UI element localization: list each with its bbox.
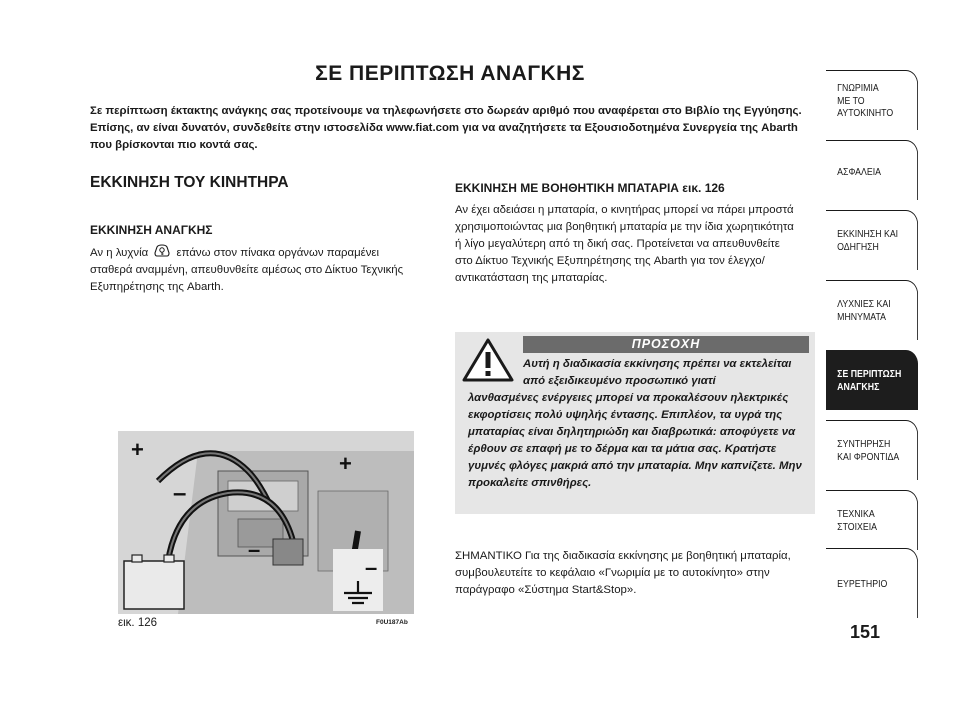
tab-label: ΣΥΝΤΗΡΗΣΗ ΚΑΙ ΦΡΟΝΤΙΔΑ bbox=[837, 439, 900, 463]
warning-text-indented: Αυτή η διαδικασία εκκίνησης πρέπει να εκτελείται από εξειδικευμένο προσωπικό γιατί bbox=[523, 358, 792, 387]
tab-label: ΕΥΡΕΤΗΡΙΟ bbox=[837, 579, 888, 590]
emergency-start-paragraph bbox=[90, 243, 420, 296]
immobilizer-warning-icon bbox=[153, 243, 171, 259]
warning-text bbox=[468, 356, 808, 492]
emergency-start-text-2: επάνω στον πίνακα οργάνων παραμένει σταθερά αναμμένη, απευθυνθείτε αμέσως στο Δίκτυο Τεχνικής Εξυπηρέτησης της Abarth. bbox=[90, 247, 404, 293]
tab-label: ΣΕ ΠΕΡΙΠΤΩΣΗ ΑΝΑΓΚΗΣ bbox=[837, 369, 902, 393]
tab-label: ΕΚΚΙΝΗΣΗ ΚΑΙ ΟΔΗΓΗΣΗ bbox=[837, 229, 899, 253]
tab-maintenance[interactable] bbox=[826, 420, 918, 480]
plus-sign-right: + bbox=[339, 451, 352, 476]
tab-getting-to-know-car[interactable] bbox=[826, 70, 918, 130]
emergency-start-text-1: Αν η λυχνία bbox=[90, 247, 149, 259]
page-number: 151 bbox=[850, 622, 881, 642]
subheading-emergency-start: ΕΚΚΙΝΗΣΗ ΑΝΑΓΚΗΣ bbox=[90, 223, 213, 237]
important-note: ΣΗΜΑΝΤΙΚΟ Για της διαδικασία εκκίνησης με βοηθητική μπαταρία, συμβουλευτείτε το κεφάλαιο «Γνωριμία με το αυτοκίνητο» στην παράγραφο «Σύστημα Start&Stop». bbox=[455, 550, 791, 596]
warning-text-main: λανθασμένες ενέργειες μπορεί να προκαλέσουν ηλεκτρικές εκφορτίσεις πολύ υψηλής έντασης. Επιπλέον, τα υγρά της μπαταρίας είναι δηλητηριώδη και διαβρωτικά: αποφύγετε να έρθουν σε επαφή με το δέρμα και τα μάτια σας. Κρατήστε γυμνές φλόγες μακριά από την μπαταρία. Μην καπνίζετε. Μην προκαλείτε σπινθήρες. bbox=[468, 392, 802, 489]
minus-sign-middle: – bbox=[248, 537, 261, 562]
tab-technical-data[interactable] bbox=[826, 490, 918, 550]
tab-index[interactable] bbox=[826, 548, 918, 618]
figure-caption: εικ. 126 bbox=[118, 617, 158, 629]
minus-sign-left: – bbox=[173, 480, 187, 507]
intro-paragraph: Σε περίπτωση έκτακτης ανάγκης σας προτείνουμε να τηλεφωνήσετε στο δωρεάν αριθμό που αναφέρεται στο Βιβλίο της Εγγύησης. Επίσης, αν είναι δυνατόν, συνδεθείτε στην ιστοσελίδα www.fiat.com για να αναζητήσετε τα Εξουσιοδοτημένα Συνεργεία της Abarth που βρίσκονται πιο κοντά σας. bbox=[90, 105, 802, 151]
page-title: ΣΕ ΠΕΡΙΠΤΩΣΗ ΑΝΑΓΚΗΣ bbox=[315, 62, 585, 85]
tab-label: ΛΥΧΝΙΕΣ ΚΑΙ ΜΗΝΥΜΑΤΑ bbox=[837, 299, 891, 323]
minus-sign-right: – bbox=[365, 555, 378, 580]
tab-label: ΤΕΧΝΙΚΑ ΣΤΟΙΧΕΙΑ bbox=[837, 509, 878, 533]
tab-label: ΑΣΦΑΛΕΙΑ bbox=[837, 167, 881, 178]
section-heading-engine-start: ΕΚΚΙΝΗΣΗ ΤΟΥ ΚΙΝΗΤΗΡΑ bbox=[90, 174, 289, 191]
warning-title: ΠΡΟΣΟΧΗ bbox=[523, 336, 809, 353]
tab-safety[interactable] bbox=[826, 140, 918, 200]
jump-start-illustration bbox=[118, 431, 414, 614]
tab-in-emergency[interactable] bbox=[826, 350, 918, 410]
plus-sign-left: + bbox=[131, 437, 144, 462]
section-heading-jump-start: ΕΚΚΙΝΗΣΗ ΜΕ ΒΟΗΘΗΤΙΚΗ ΜΠΑΤΑΡΙΑ εικ. 126 bbox=[455, 181, 725, 195]
tab-starting-driving[interactable] bbox=[826, 210, 918, 270]
tab-label: ΓΝΩΡΙΜΙΑ ΜΕ ΤΟ ΑΥΤΟΚΙΝΗΤΟ bbox=[837, 83, 894, 119]
figure-code: F0U187Ab bbox=[376, 619, 408, 626]
tab-warning-lights[interactable] bbox=[826, 280, 918, 340]
jump-start-paragraph: Αν έχει αδειάσει η μπαταρία, ο κινητήρας μπορεί να πάρει μπροστά χρησιμοποιώντας μια βοηθητική μπαταρία με την ίδια χωρητικότητα ή λίγο μεγαλύτερη από τη δική σας. Προτείνεται να απευθυνθείτε στο Δίκτυο Τεχνικής Εξυπηρέτησης της Abarth για τον έλεγχο/αντικατάσταση της μπαταρίας. bbox=[455, 204, 794, 284]
jump-start-figure bbox=[118, 431, 414, 614]
